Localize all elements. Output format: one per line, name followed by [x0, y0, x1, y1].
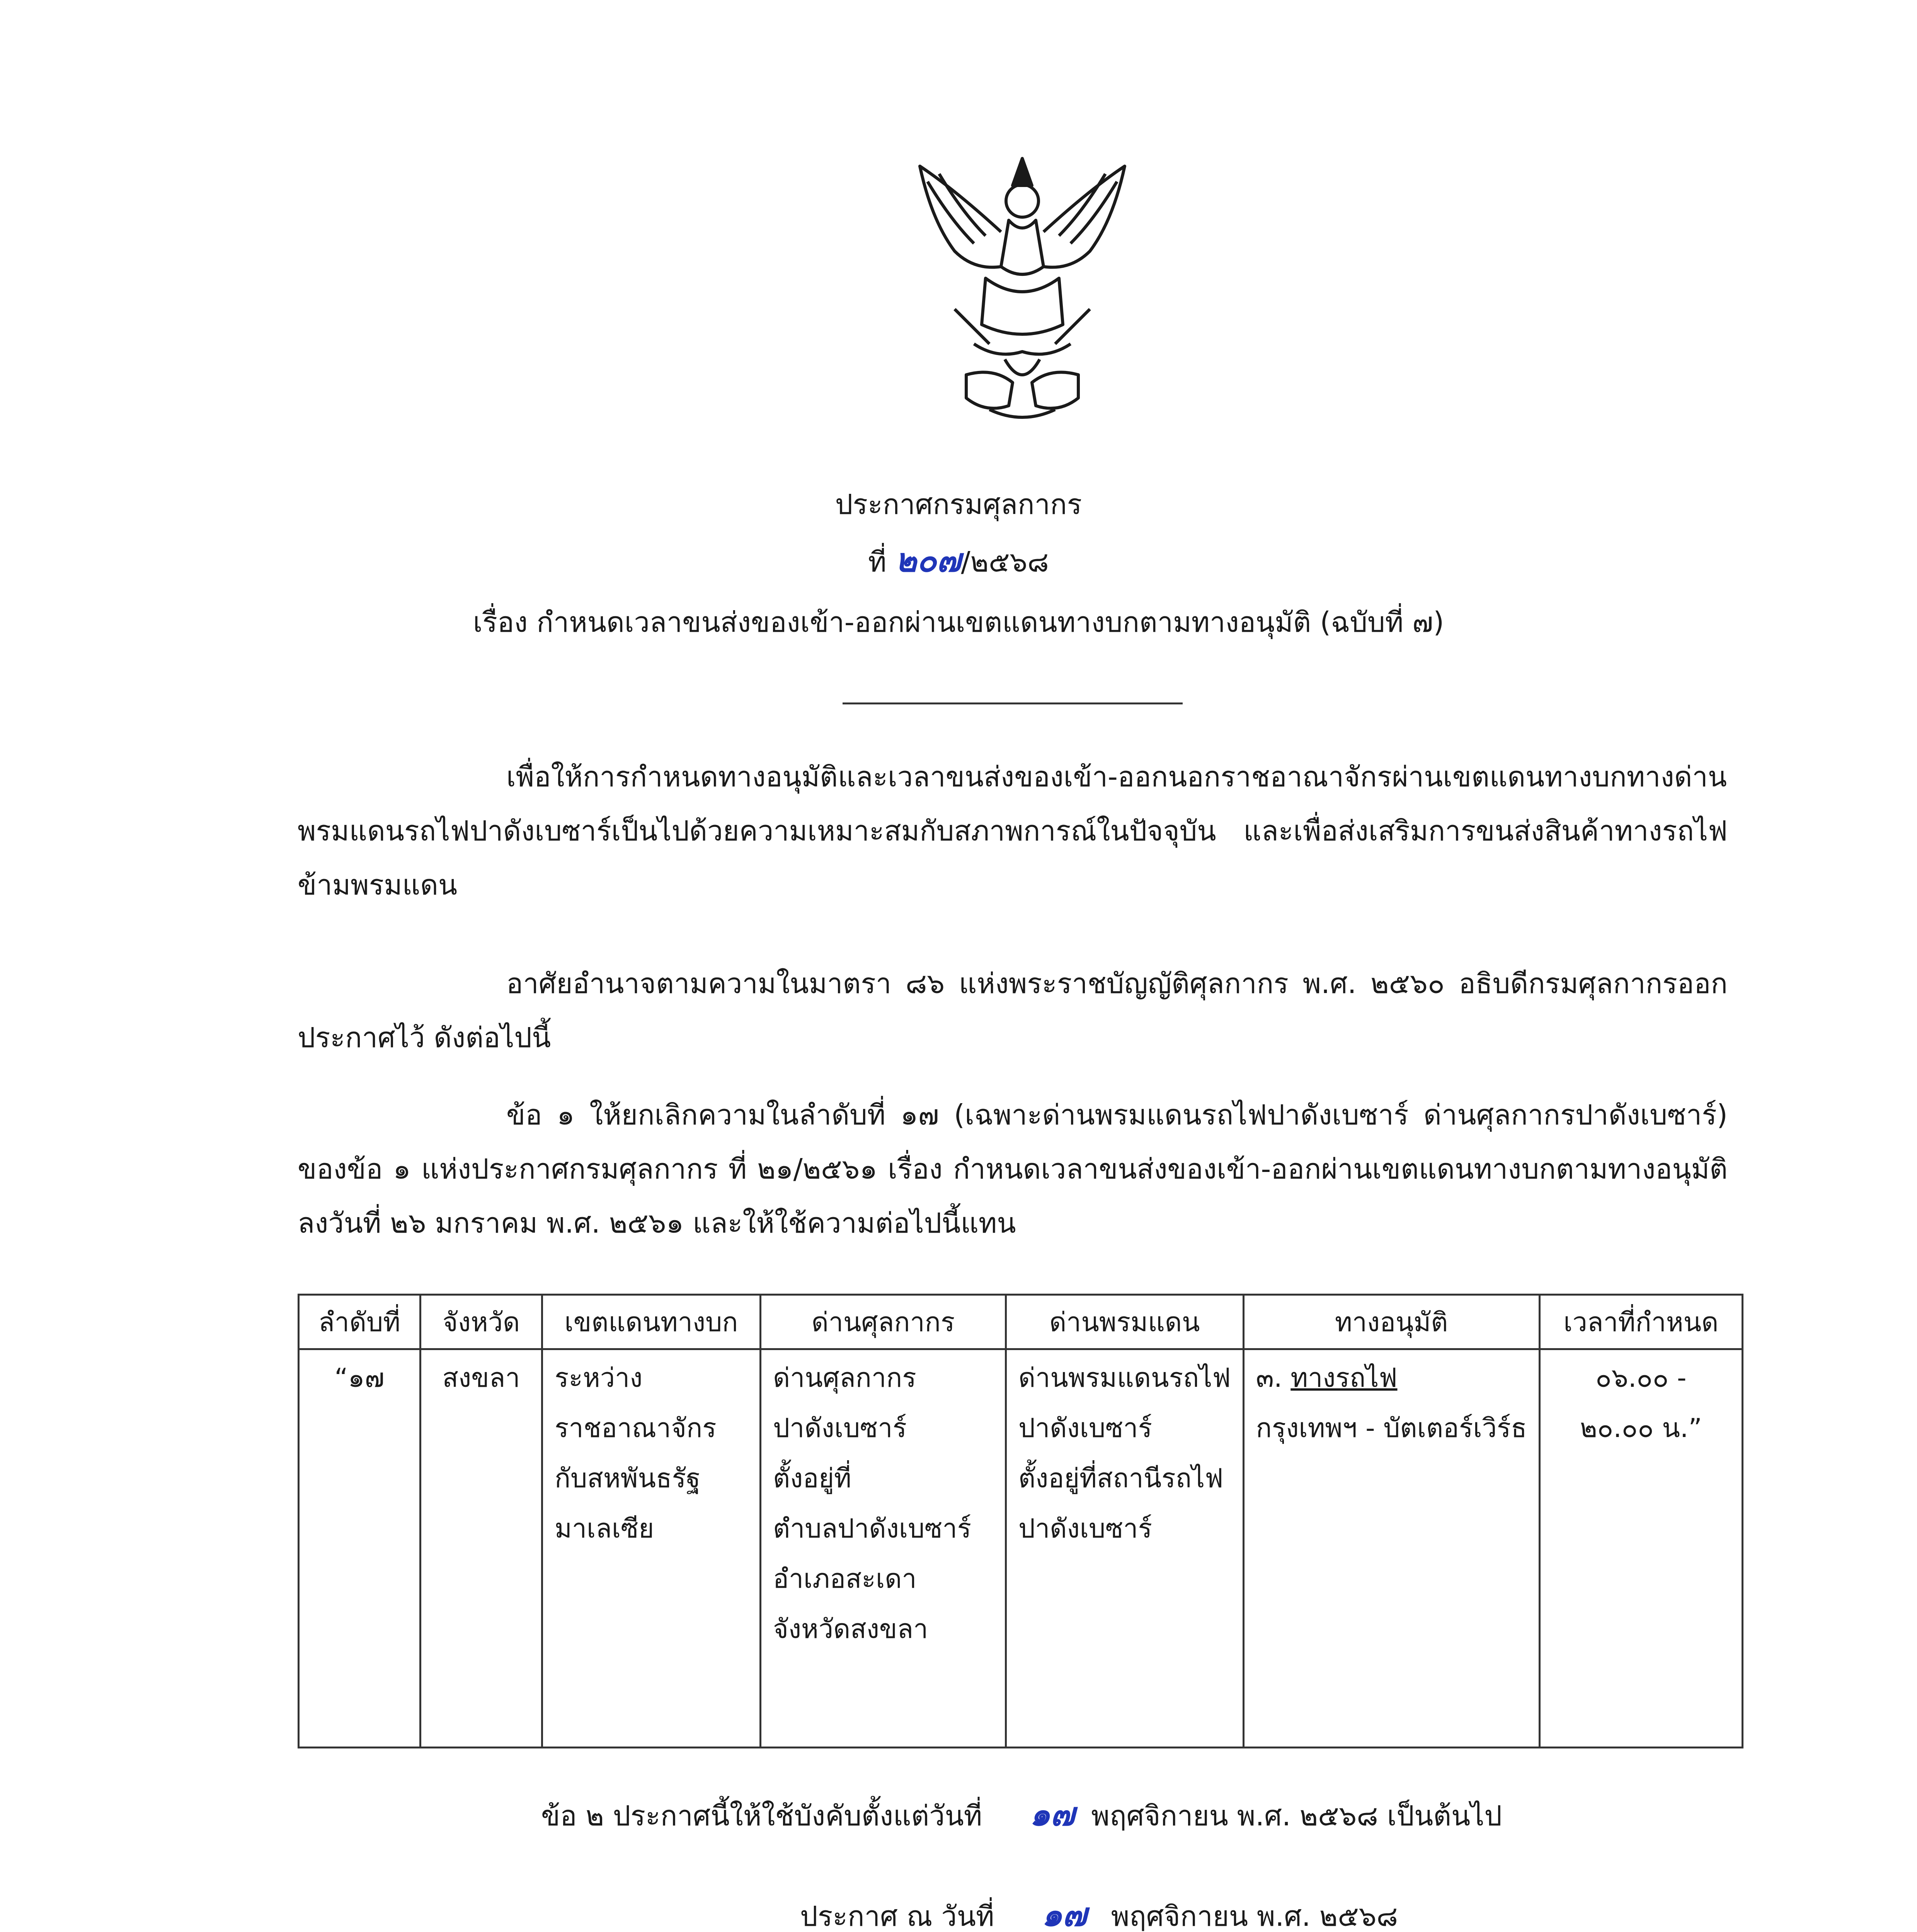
cell-time: ๐๖.๐๐ - ๒๐.๐๐ น.” [1539, 1349, 1742, 1748]
col-border-header: เขตแดนทางบก [542, 1295, 761, 1349]
table-row [299, 1349, 1743, 1748]
col-checkpoint-header: ด่านพรมแดน [1006, 1295, 1244, 1349]
table-header-row [299, 1295, 1743, 1349]
col-customs-header: ด่านศุลกากร [761, 1295, 1006, 1349]
number-prefix: ที่ [868, 546, 887, 578]
cell-border: ระหว่าง ราชอาณาจักร กับสหพันธรัฐ มาเลเซีย [542, 1349, 761, 1748]
col-province-header: จังหวัด [421, 1295, 542, 1349]
dated-line: ประกาศ ณ วันที่ ๑๗ พฤศจิกายน พ.ศ. ๒๕๖๘ [800, 1893, 1398, 1932]
announcement-subject: เรื่อง กำหนดเวลาขนส่งของเข้า-ออกผ่านเขตแดนทางบกตามทางอนุมัติ (ฉบับที่ ๗) [473, 606, 1444, 638]
announcement-number [0, 539, 1917, 583]
col-order-header: ลำดับที่ [299, 1295, 421, 1349]
handwritten-number: ๒๐๗ [895, 541, 961, 579]
col-time-header: เวลาที่กำหนด [1539, 1295, 1742, 1349]
cell-order: “๑๗ [299, 1349, 421, 1748]
handwritten-date-day: ๑๗ [1042, 1895, 1087, 1932]
route-schedule-table [298, 1294, 1743, 1748]
cell-province: สงขลา [421, 1349, 542, 1748]
garuda-emblem-icon [897, 143, 1148, 429]
clause-2: ข้อ ๒ ประกาศนี้ให้ใช้บังคับตั้งแต่วันที่ ๑๗ พฤศจิกายน พ.ศ. ๒๕๖๘ เป็นต้นไป [541, 1795, 1502, 1833]
cell-checkpoint: ด่านพรมแดนรถไฟ ปาดังเบซาร์ ตั้งอยู่ที่สถานีรถไฟ ปาดังเบซาร์ [1006, 1349, 1244, 1748]
divider-line [843, 702, 1183, 704]
cell-route: ๓. ทางรถไฟ กรุงเทพฯ - บัตเตอร์เวิร์ธ [1243, 1349, 1539, 1748]
cell-customs: ด่านศุลกากร ปาดังเบซาร์ ตั้งอยู่ที่ ตำบลปาดังเบซาร์ อำเภอสะเดา จังหวัดสงขลา [761, 1349, 1006, 1748]
paragraph-purpose: เพื่อให้การกำหนดทางอนุมัติและเวลาขนส่งของเข้า-ออกนอกราชอาณาจักรผ่านเขตแดนทางบกทางด่านพรมแดนรถไฟปาดังเบซาร์เป็นไปด้วยความเหมาะสมกับสภาพการณ์ในปัจจุบัน และเพื่อส่งเสริมการขนส่งสินค้าทางรถไฟข้ามพรมแดน [298, 760, 1728, 901]
announcement-title: ประกาศกรมศุลกากร [835, 488, 1082, 520]
handwritten-effective-day: ๑๗ [1030, 1795, 1075, 1833]
paragraph-authority: อาศัยอำนาจตามความในมาตรา ๘๖ แห่งพระราชบัญญัติศุลกากร พ.ศ. ๒๕๖๐ อธิบดีกรมศุลกากรออกประกาศไว้ ดังต่อไปนี้ [298, 967, 1728, 1054]
col-route-header: ทางอนุมัติ [1243, 1295, 1539, 1349]
paragraph-clause-1: ข้อ ๑ ให้ยกเลิกความในลำดับที่ ๑๗ (เฉพาะด่านพรมแดนรถไฟปาดังเบซาร์ ด่านศุลกากรปาดังเบซาร์) ของข้อ ๑ แห่งประกาศกรมศุลกากร ที่ ๒๑/๒๕๖๑ เรื่อง กำหนดเวลาขนส่งของเข้า-ออกผ่านเขตแดนทางบกตามทางอนุมัติ ลงวันที่ ๒๖ มกราคม พ.ศ. ๒๕๖๑ และให้ใช้ความต่อไปนี้แทน [298, 1099, 1728, 1239]
number-suffix: /๒๕๖๘ [961, 546, 1049, 578]
